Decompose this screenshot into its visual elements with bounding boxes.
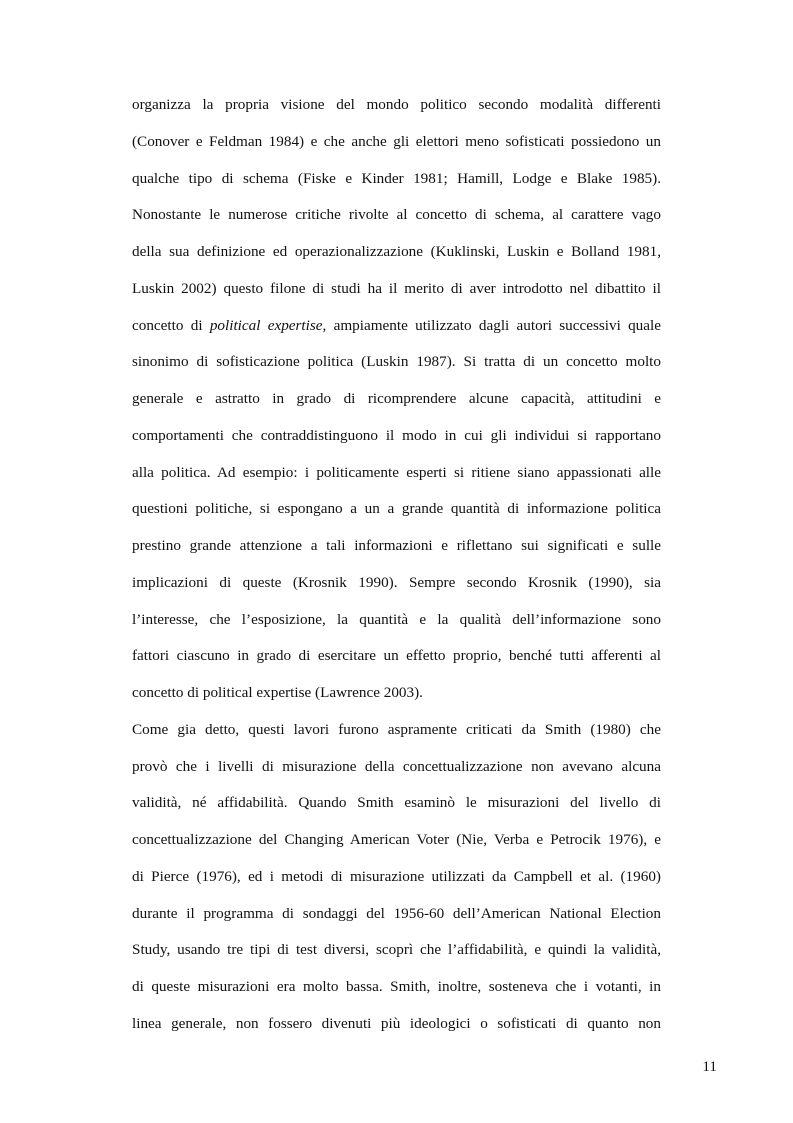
text-line: prestino grande attenzione a tali informazioni e riflettano sui significati e sulle <box>132 537 661 554</box>
text-line: di queste misurazioni era molto bassa. Smith, inoltre, sosteneva che i votanti, in <box>132 978 661 995</box>
text-line: Study, usando tre tipi di test diversi, scoprì che l’affidabilità, e quindi la validità, <box>132 941 661 959</box>
text-segment: , ampiamente utilizzato dagli autori successivi quale <box>322 316 661 334</box>
text-line: implicazioni di queste (Krosnik 1990). Sempre secondo Krosnik (1990), sia <box>132 573 661 591</box>
text-line: di Pierce (1976), ed i metodi di misurazione utilizzati da Campbell et al. (1960) <box>132 867 661 885</box>
text-line: concettualizzazione del Changing American Voter (Nie, Verba e Petrocik 1976), e <box>132 831 661 848</box>
text-line: questioni politiche, si espongano a un a grande quantità di informazione politica <box>132 500 661 518</box>
text-line: provò che i livelli di misurazione della concettualizzazione non avevano alcuna <box>132 757 661 775</box>
text-line: Luskin 2002) questo filone di studi ha il merito di aver introdotto nel dibattito il <box>132 279 661 297</box>
text-line <box>132 313 661 350</box>
text-segment: concetto di <box>132 316 210 334</box>
text-line: comportamenti che contraddistinguono il modo in cui gli individui si rapportano <box>132 426 661 444</box>
text-line: (Conover e Feldman 1984) e che anche gli elettori meno sofisticati possiedono un <box>132 132 661 150</box>
text-line: della sua definizione ed operazionalizzazione (Kuklinski, Luskin e Bolland 1981, <box>132 243 661 260</box>
italic-term: political expertise <box>209 316 323 334</box>
paragraph-2 <box>132 717 661 1048</box>
text-line: Come gia detto, questi lavori furono aspramente criticati da Smith (1980) che <box>132 720 661 738</box>
text-line: sinonimo di sofisticazione politica (Luskin 1987). Si tratta di un concetto molto <box>132 353 661 371</box>
text-line: concetto di political expertise (Lawrence 2003). <box>132 684 423 701</box>
text-line: generale e astratto in grado di ricomprendere alcune capacità, attitudini e <box>132 390 661 407</box>
page-number: 11 <box>702 1058 717 1075</box>
text-line: durante il programma di sondaggi del 1956-60 dell’American National Election <box>132 904 661 922</box>
text-line: organizza la propria visione del mondo politico secondo modalità differenti <box>132 96 661 113</box>
body-text <box>132 92 661 1048</box>
text-line: Nonostante le numerose critiche rivolte al concetto di schema, al carattere vago <box>132 206 661 224</box>
text-line: fattori ciascuno in grado di esercitare un effetto proprio, benché tutti afferenti al <box>132 647 661 665</box>
paragraph-1 <box>132 92 661 717</box>
text-line: l’interesse, che l’esposizione, la quantità e la qualità dell’informazione sono <box>132 610 661 628</box>
text-line: qualche tipo di schema (Fiske e Kinder 1981; Hamill, Lodge e Blake 1985). <box>132 169 661 187</box>
text-line: linea generale, non fossero divenuti più ideologici o sofisticati di quanto non <box>132 1014 661 1032</box>
text-line: validità, né affidabilità. Quando Smith esaminò le misurazioni del livello di <box>132 794 661 812</box>
text-line: alla politica. Ad esempio: i politicamente esperti si ritiene siano appassionati alle <box>132 463 661 481</box>
